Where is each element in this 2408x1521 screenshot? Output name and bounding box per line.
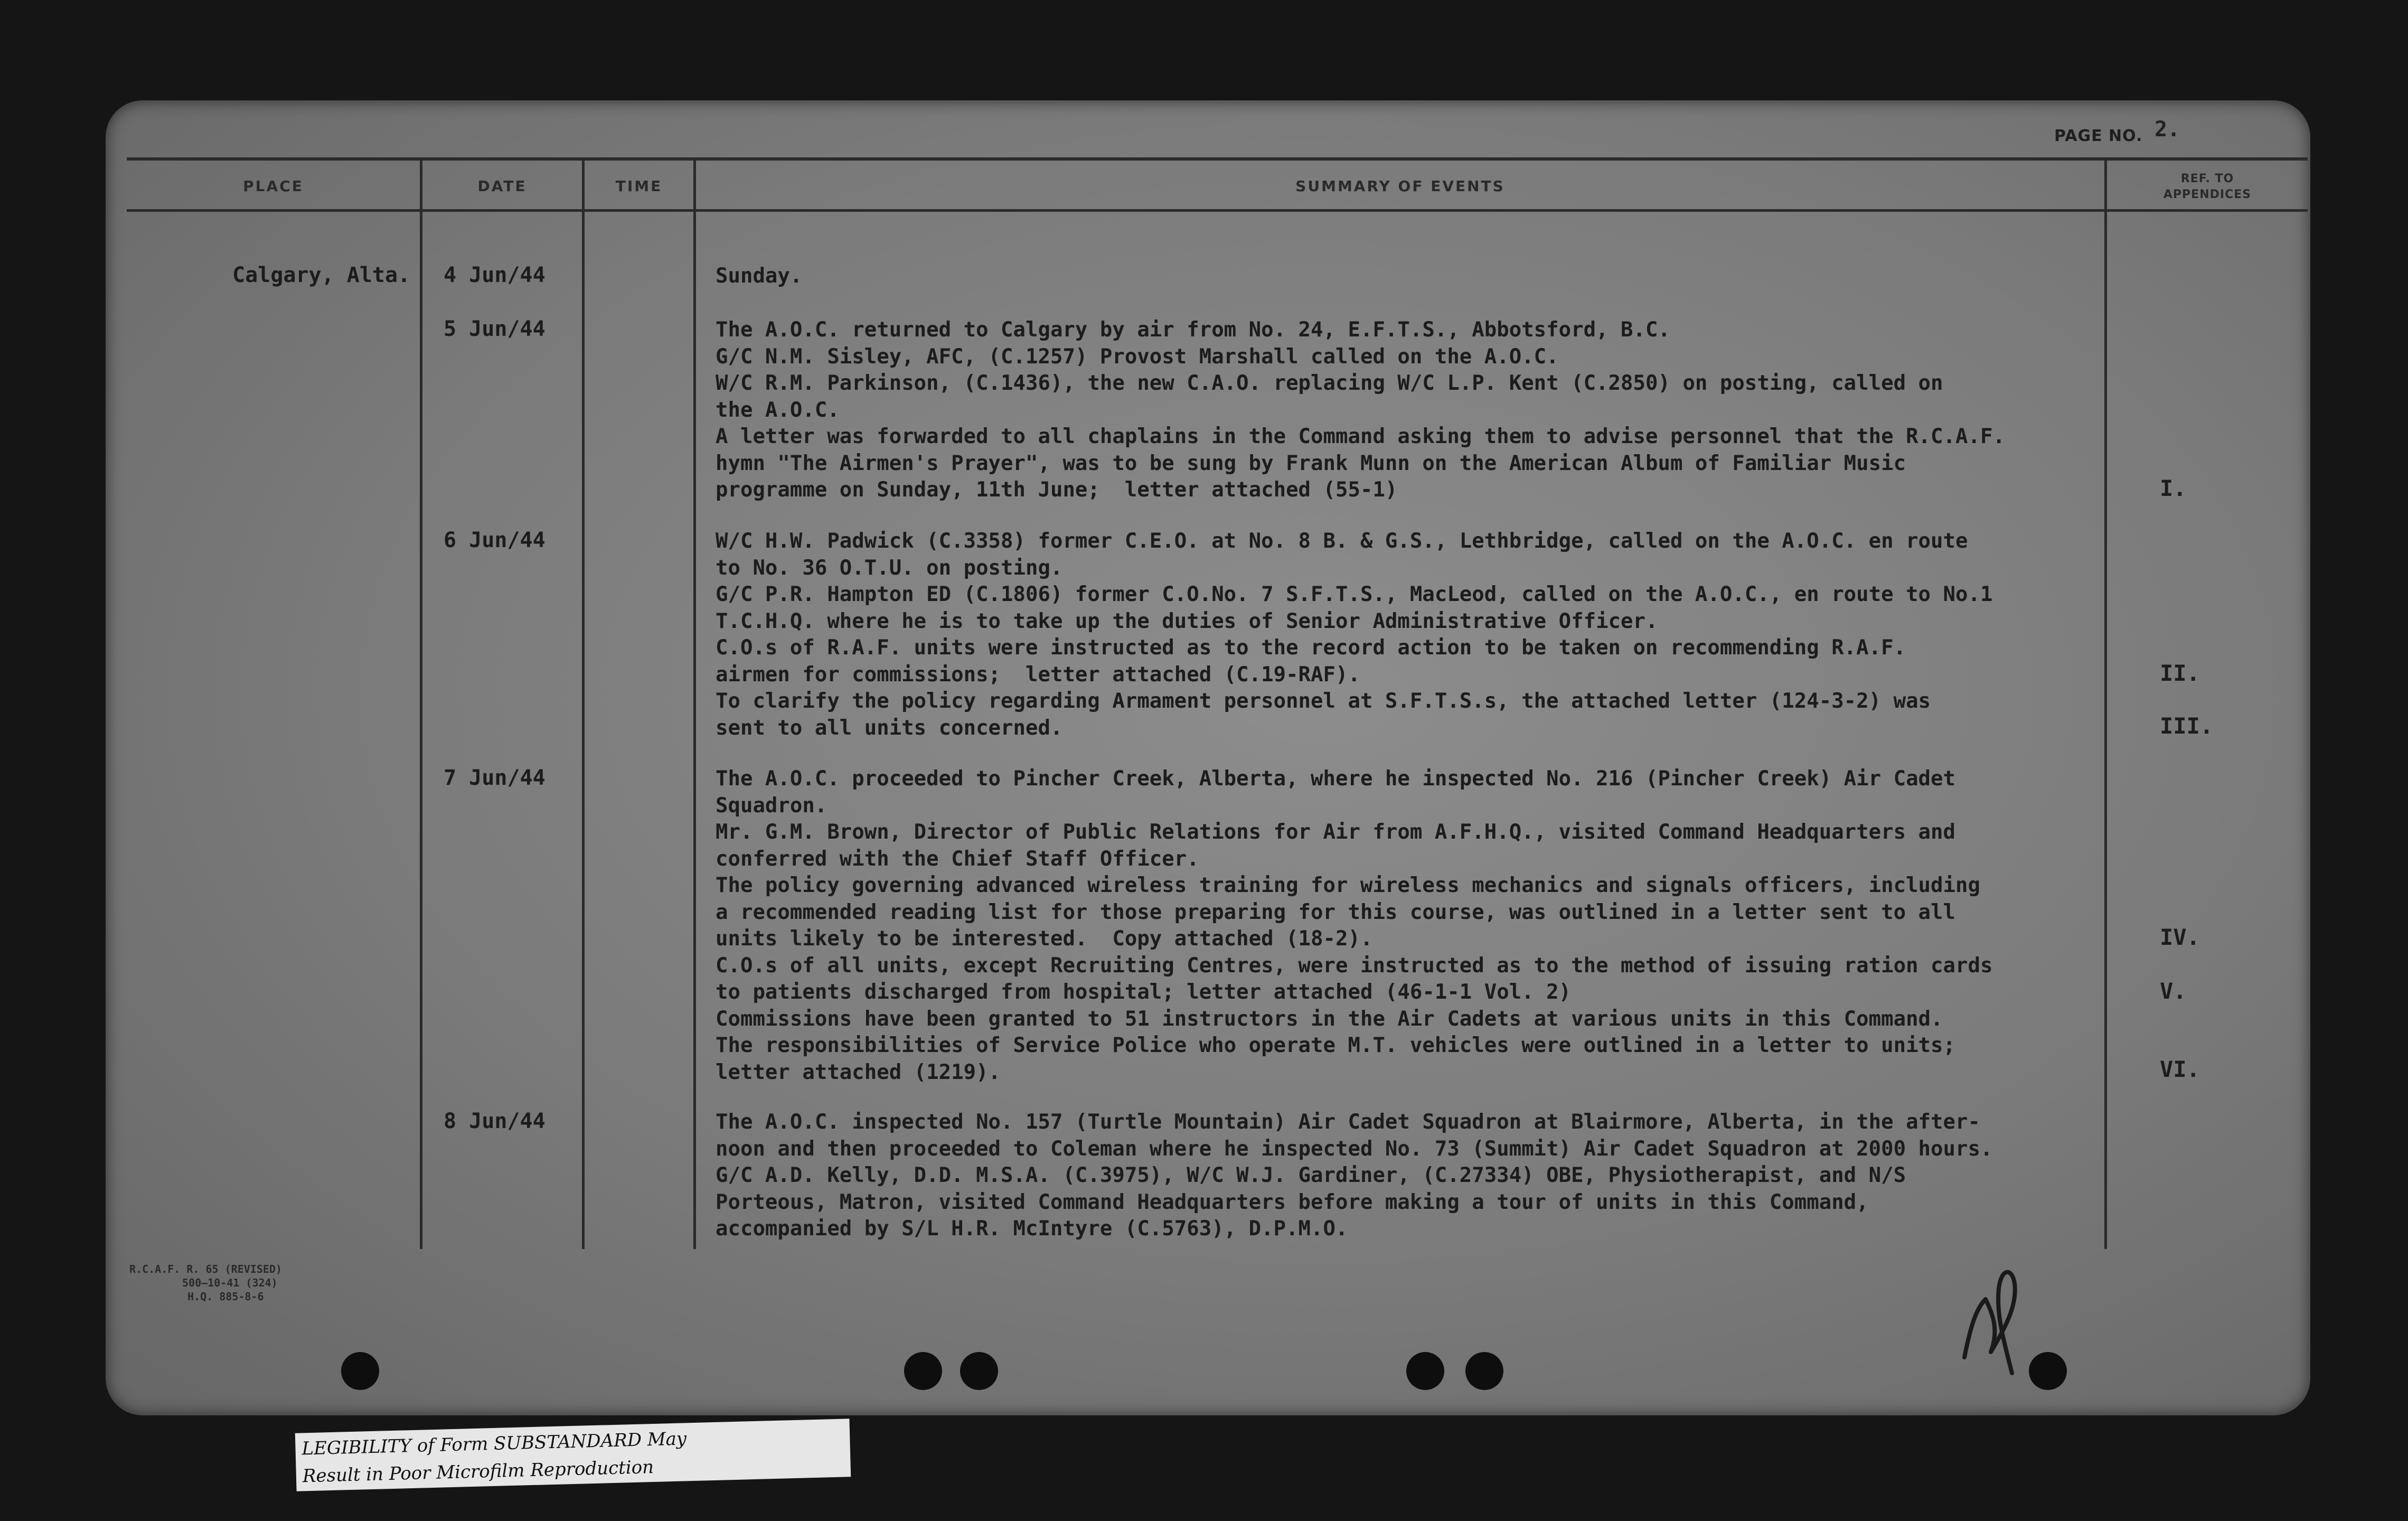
binder-hole	[341, 1352, 379, 1390]
appendix-ref-6: VI.	[2160, 1056, 2200, 1082]
header-ref-appendices	[2107, 171, 2308, 203]
date-cell-4: 7 Jun/44	[444, 766, 545, 790]
summary-entry-3: W/C H.W. Padwick (C.3358) former C.E.O. at No. 8 B. & G.S., Lethbridge, called on the A.O.C. en route to No. 36 O.T.U. on posting. G/C P.R. Hampton ED (C.1806) former C.O.No. 7 S.F.T.S., MacLeod, called on the A.O.C., en route to No.1 T.C.H.Q. where he is to take up the duties of Senior Administrative Officer. C.O.s of R.A.F. units were instructed as to the record action to be taken on recommending R.A.F. airmen for commissions; letter attached (C.19-RAF). To clarify the policy regarding Armament personnel at S.F.T.S.s, the attached letter (124-3-2) was sent to all units concerned.	[716, 529, 1993, 740]
header-summary: SUMMARY OF EVENTS	[1295, 177, 1505, 195]
page-number-label: PAGE NO.	[2054, 127, 2143, 145]
header-time: TIME	[615, 177, 663, 195]
header-bottom-rule	[127, 209, 2308, 212]
summary-entry-2: The A.O.C. returned to Calgary by air from No. 24, E.F.T.S., Abbotsford, B.C. G/C N.M. Sisley, AFC, (C.1257) Provost Marshall called on the A.O.C. W/C R.M. Parkinson, (C.1436), the new C.A.O. replacing W/C L.P. Kent (C.2850) on posting, called on the A.O.C. A letter was forwarded to all chaplains in the Command asking them to advise personnel that the R.C.A.F. hymn "The Airmen's Prayer", was to be sung by Frank Munn on the American Album of Familiar Music programme on Sunday, 11th June; letter attached (55-1)	[716, 318, 2005, 502]
binder-hole	[960, 1352, 998, 1390]
date-cell-5: 8 Jun/44	[444, 1109, 545, 1133]
legibility-notice-label	[295, 1419, 851, 1491]
summary-entry-4: The A.O.C. proceeded to Pincher Creek, Alberta, where he inspected No. 216 (Pincher Creek) Air Cadet Squadron. Mr. G.M. Brown, Director of Public Relations for Air from A.F.H.Q., visited Command Headquarters and conferred with the Chief Staff Officer. The policy governing advanced wireless training for wireless mechanics and signals officers, including a recommended reading list for those preparing for this course, was outlined in a letter sent to all units likely to be interested. Copy attached (18-2). C.O.s of all units, except Recruiting Centres, were instructed as to the method of issuing ration cards to patients discharged from hospital; letter attached (46-1-1 Vol. 2) Commissions have been granted to 51 instructors in the Air Cadets at various units in this Command. The responsibilities of Service Police who operate M.T. vehicles were outlined in a letter to units; letter attached (1219).	[716, 767, 1993, 1084]
legibility-notice-line1: LEGIBILITY of Form SUBSTANDARD May	[301, 1428, 687, 1460]
appendix-ref-2: II.	[2160, 660, 2200, 686]
binder-hole	[1465, 1352, 1503, 1390]
form-footer	[129, 1262, 282, 1303]
appendix-ref-3: III.	[2160, 713, 2214, 739]
header-date: DATE	[477, 177, 527, 195]
header-place: PLACE	[243, 177, 304, 195]
form-footer-line1: R.C.A.F. R. 65 (REVISED)	[129, 1263, 282, 1275]
legibility-notice-line2: Result in Poor Microfilm Reproduction	[302, 1457, 654, 1487]
column-divider-date	[582, 158, 585, 1249]
binder-hole	[1406, 1352, 1444, 1390]
summary-entry-5: The A.O.C. inspected No. 157 (Turtle Mountain) Air Cadet Squadron at Blairmore, Alberta, in the after- noon and then proceeded to Coleman where he inspected No. 73 (Summit) Air Cadet Squadron at 2000 hours. G/C A.D. Kelly, D.D. M.S.A. (C.3975), W/C W.J. Gardiner, (C.27334) OBE, Physiotherapist, and N/S Porteous, Matron, visited Command Headquarters before making a tour of units in this Command, accompanied by S/L H.R. McIntyre (C.5763), D.P.M.O.	[716, 1110, 1993, 1241]
column-divider-place	[420, 158, 422, 1249]
appendix-ref-5: V.	[2160, 978, 2187, 1004]
binder-hole	[904, 1352, 942, 1390]
place-cell: Calgary, Alta.	[232, 263, 411, 287]
header-ref-line1: REF. TO	[2180, 172, 2234, 185]
form-footer-line3: H.Q. 885-8-6	[187, 1290, 264, 1303]
appendix-ref-4: IV.	[2160, 924, 2200, 950]
date-cell-1: 4 Jun/44	[444, 263, 545, 287]
form-footer-line2: 500—10-41 (324)	[182, 1276, 278, 1289]
date-cell-2: 5 Jun/44	[444, 317, 545, 341]
date-cell-3: 6 Jun/44	[444, 528, 545, 552]
column-divider-time	[693, 158, 696, 1249]
appendix-ref-1: I.	[2160, 475, 2187, 501]
header-ref-line2: APPENDICES	[2163, 188, 2252, 201]
page-number-value: 2.	[2155, 117, 2180, 142]
header-top-rule	[127, 157, 2308, 161]
summary-entry-1: Sunday.	[716, 264, 803, 288]
handwritten-initials	[1954, 1252, 2038, 1378]
